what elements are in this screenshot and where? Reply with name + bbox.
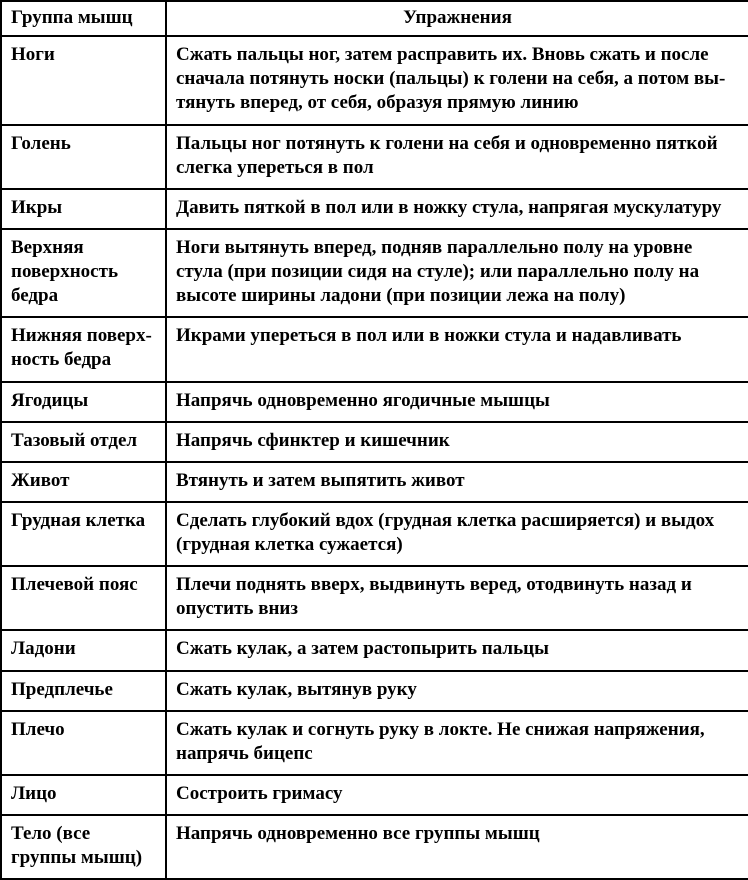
table-row (1, 382, 748, 422)
table-row (1, 815, 748, 879)
table-row (1, 462, 748, 502)
exercise-cell: Икрами упереться в пол или в ножки стула и надавливать (166, 317, 748, 381)
muscle-group-cell: Тело (все группы мышц) (1, 815, 166, 879)
exercise-cell: Сжать кулак, вытянув руку (166, 671, 748, 711)
table-row (1, 36, 748, 124)
table-row (1, 229, 748, 317)
exercise-cell: Втянуть и затем выпятить живот (166, 462, 748, 502)
muscle-group-column-header: Группа мышц (1, 1, 166, 36)
muscle-group-cell: Ладони (1, 630, 166, 670)
exercise-cell: Сделать глубокий вдох (грудная клетка расширяется) и выдох (грудная клетка сужается) (166, 502, 748, 566)
muscle-group-cell: Предплечье (1, 671, 166, 711)
exercise-cell: Ноги вытянуть вперед, подняв параллельно полу на уровне стула (при позиции сидя на стуле); или параллельно полу на высоте ширины ладони (при позиции лежа на полу) (166, 229, 748, 317)
table-row (1, 775, 748, 815)
exercise-cell: Напрячь сфинктер и кишечник (166, 422, 748, 462)
muscle-group-cell: Тазовый отдел (1, 422, 166, 462)
exercise-cell: Напрячь одновременно ягодичные мышцы (166, 382, 748, 422)
exercise-cell: Состроить гримасу (166, 775, 748, 815)
exercise-cell: Пальцы ног потянуть к голени на себя и одновременно пяткой слегка упереться в пол (166, 125, 748, 189)
muscle-group-cell: Плечевой пояс (1, 566, 166, 630)
table-row (1, 711, 748, 775)
muscle-group-cell: Голень (1, 125, 166, 189)
table-row (1, 189, 748, 229)
muscle-group-cell: Икры (1, 189, 166, 229)
table-row (1, 125, 748, 189)
muscle-group-cell: Плечо (1, 711, 166, 775)
muscle-group-cell: Ягодицы (1, 382, 166, 422)
muscle-group-cell: Нижняя поверхность бедра (1, 317, 166, 381)
exercise-cell: Напрячь одновременно все группы мышц (166, 815, 748, 879)
table-body (1, 36, 748, 879)
exercise-cell: Сжать пальцы ног, затем расправить их. Вновь сжать и после сначала потянуть носки (пальцы) к голени на себя, а потом вытянуть вперед, от себя, образуя прямую линию (166, 36, 748, 124)
exercise-cell: Плечи поднять вверх, выдвинуть веред, отодвинуть назад и опустить вниз (166, 566, 748, 630)
muscle-group-cell: Грудная клетка (1, 502, 166, 566)
muscle-group-cell: Лицо (1, 775, 166, 815)
table-row (1, 566, 748, 630)
muscle-group-cell: Ноги (1, 36, 166, 124)
exercises-column-header: Упражнения (166, 1, 748, 36)
exercise-cell: Давить пяткой в пол или в ножку стула, напрягая мускулатуру (166, 189, 748, 229)
header-row (1, 1, 748, 36)
exercise-cell: Сжать кулак и согнуть руку в локте. Не снижая напряжения, напрячь бицепс (166, 711, 748, 775)
table-row (1, 317, 748, 381)
table-header (1, 1, 748, 36)
muscle-group-cell: Живот (1, 462, 166, 502)
table-row (1, 502, 748, 566)
table-row (1, 630, 748, 670)
muscle-group-cell: Верхняя поверхность бедра (1, 229, 166, 317)
exercise-cell: Сжать кулак, а затем растопырить пальцы (166, 630, 748, 670)
table-row (1, 671, 748, 711)
table-row (1, 422, 748, 462)
